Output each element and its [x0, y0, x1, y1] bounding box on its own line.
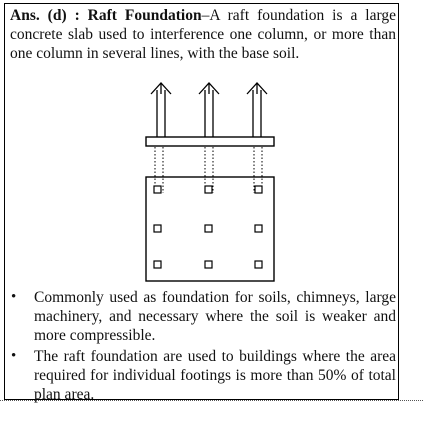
bullet-icon: • — [11, 289, 17, 305]
answer-paragraph — [10, 6, 396, 63]
bullet-list — [10, 288, 396, 406]
answer-label: Ans. (d) : Raft Foundation — [10, 7, 202, 24]
list-item — [10, 347, 396, 404]
bullet-text: Commonly used as foundation for soils, chimneys, large machinery, and necessary where the soil is weaker and more compressible. — [34, 289, 396, 344]
answer-box — [4, 3, 399, 403]
list-item — [10, 288, 396, 345]
raft-slab-section — [146, 137, 274, 146]
raft-foundation-figure — [137, 80, 275, 282]
column-grid — [154, 186, 262, 268]
bullet-text: The raft foundation are used to buildings where the area required for individual footings is more than 50% of total plan area. — [34, 348, 396, 403]
column-middle — [199, 83, 219, 137]
column-right — [247, 83, 267, 137]
answer-text: –A raft foundation is a large concrete slab used to interference one column, or more than one column in several lines, with the base soil. — [10, 7, 397, 62]
bullet-icon: • — [11, 348, 17, 364]
dotted-divider — [0, 400, 423, 401]
raft-foundation-diagram — [137, 80, 275, 282]
column-left — [151, 83, 171, 137]
